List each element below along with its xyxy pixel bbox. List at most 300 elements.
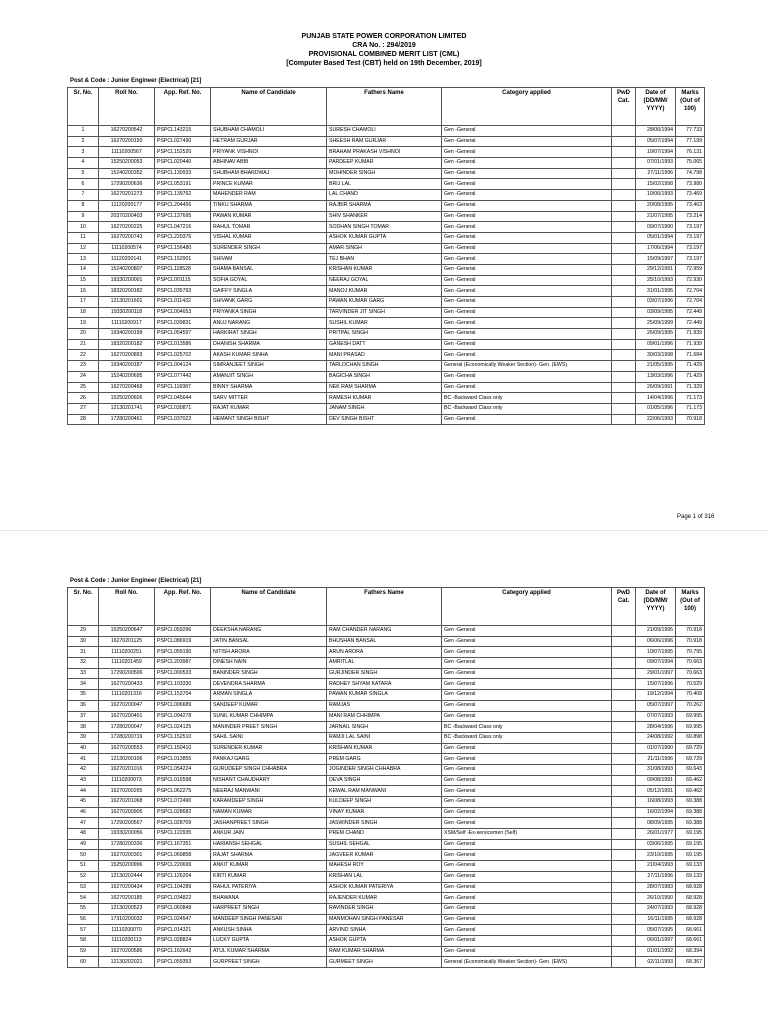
cell-father-name: ASHOK KUMAR GUPTA: [327, 232, 442, 243]
cell-category: Gen -General: [442, 232, 612, 243]
table-row: [68, 658, 705, 669]
cell-app-ref-no: PSPCL034822: [155, 893, 211, 904]
cell-roll-no: 15250200996: [99, 861, 155, 872]
cell-father-name: RAJBIR SHARMA: [327, 200, 442, 211]
cell-roll-no: 16270201125: [99, 636, 155, 647]
cell-father-name: SUSHIL SEHGAL: [327, 839, 442, 850]
cell-app-ref-no: PSPCL000533: [155, 668, 211, 679]
cell-sr-no: 14: [68, 264, 99, 275]
table-row: [68, 307, 705, 318]
cell-category: Gen -General: [442, 786, 612, 797]
cell-category: General (Economically Weaker Section)- Gen. (EWS): [442, 957, 612, 968]
cell-father-name: DEVA SINGH: [327, 775, 442, 786]
cell-category: Gen -General: [442, 264, 612, 275]
cell-app-ref-no: PSPCL126204: [155, 871, 211, 882]
column-header-app-ref-no: App. Ref. No.: [155, 588, 211, 626]
cell-sr-no: 32: [68, 658, 99, 669]
cell-sr-no: 56: [68, 914, 99, 925]
cell-father-name: RAMJI LAL SAINI: [327, 732, 442, 743]
cell-candidate-name: RAHUL TOMAR: [211, 222, 327, 233]
cell-roll-no: 16270200433: [99, 679, 155, 690]
cell-sr-no: 48: [68, 829, 99, 840]
cell-app-ref-no: PSPCL122935: [155, 829, 211, 840]
cell-father-name: GURMEET SINGH: [327, 957, 442, 968]
cell-pwd-cat: [612, 361, 636, 372]
cell-roll-no: 12130201601: [99, 297, 155, 308]
column-header-roll-no: Roll No.: [99, 88, 155, 126]
cell-app-ref-no: PSPCL152520: [155, 147, 211, 158]
cell-marks: 73.214: [676, 211, 705, 222]
cell-roll-no: 16270200586: [99, 946, 155, 957]
cell-candidate-name: DEVENDRA SHARMA: [211, 679, 327, 690]
table-row: [68, 786, 705, 797]
cell-app-ref-no: PSPCL204456: [155, 200, 211, 211]
cell-roll-no: 16270200301: [99, 850, 155, 861]
cell-father-name: AMAR SINGH: [327, 243, 442, 254]
cell-father-name: MANMOHAN SINGH PANESAR: [327, 914, 442, 925]
cell-sr-no: 11: [68, 232, 99, 243]
cell-sr-no: 59: [68, 946, 99, 957]
header-block: [0, 32, 768, 68]
cell-candidate-name: SUNIL KUMAR CHHIMPA: [211, 711, 327, 722]
cell-candidate-name: BINNY SHARMA: [211, 382, 327, 393]
cell-father-name: KRISHAN LAL: [327, 871, 442, 882]
cell-marks: 73.197: [676, 222, 705, 233]
cell-roll-no: 12130200106: [99, 754, 155, 765]
cell-roll-no: 11110200251: [99, 647, 155, 658]
cell-marks: 74.798: [676, 168, 705, 179]
cell-sr-no: 43: [68, 775, 99, 786]
table-row: [68, 893, 705, 904]
cell-category: Gen -General: [442, 797, 612, 808]
column-header-roll-no: Roll No.: [99, 588, 155, 626]
cell-roll-no: 11110201316: [99, 690, 155, 701]
cell-candidate-name: KIRTI KUMAR: [211, 871, 327, 882]
table-row: [68, 126, 705, 137]
cell-sr-no: 16: [68, 286, 99, 297]
cell-marks: 68.661: [676, 925, 705, 936]
table-row: [68, 700, 705, 711]
cell-candidate-name: MANDEEP SINGH PANESAR: [211, 914, 327, 925]
cell-roll-no: 11120200177: [99, 200, 155, 211]
cell-sr-no: 2: [68, 136, 99, 147]
cell-pwd-cat: [612, 711, 636, 722]
cell-father-name: SHEESH RAM GURJAR: [327, 136, 442, 147]
cell-roll-no: 12130200523: [99, 903, 155, 914]
cell-date-of-birth: 09/01/1996: [636, 339, 676, 350]
cell-candidate-name: HARKIRAT SINGH: [211, 329, 327, 340]
table-row: [68, 850, 705, 861]
cell-marks: 70.663: [676, 668, 705, 679]
cell-app-ref-no: PSPCL118528: [155, 264, 211, 275]
table-row: [68, 393, 705, 404]
cell-category: Gen -General: [442, 626, 612, 637]
cell-candidate-name: VISHAL KUMAR: [211, 232, 327, 243]
cell-app-ref-no: PSPCL072490: [155, 797, 211, 808]
cell-sr-no: 49: [68, 839, 99, 850]
table-header-row: [68, 88, 705, 126]
table-row: [68, 935, 705, 946]
table-row: [68, 371, 705, 382]
cell-pwd-cat: [612, 307, 636, 318]
cell-sr-no: 10: [68, 222, 99, 233]
cell-marks: 77.199: [676, 136, 705, 147]
cell-roll-no: 15240200695: [99, 371, 155, 382]
cell-candidate-name: RAJAT SHARMA: [211, 850, 327, 861]
cell-category: Gen -General: [442, 318, 612, 329]
cell-pwd-cat: [612, 211, 636, 222]
cell-app-ref-no: PSPCL037022: [155, 414, 211, 425]
cell-pwd-cat: [612, 179, 636, 190]
cell-sr-no: 60: [68, 957, 99, 968]
cell-candidate-name: NAMAN KUMAR: [211, 807, 327, 818]
column-header-category: Category applied: [442, 588, 612, 626]
cell-roll-no: 15240200807: [99, 264, 155, 275]
table-row: [68, 286, 705, 297]
cell-date-of-birth: 17/06/1994: [636, 243, 676, 254]
cell-marks: 73.469: [676, 190, 705, 201]
cell-app-ref-no: PSPCL203987: [155, 658, 211, 669]
cell-marks: 69.729: [676, 743, 705, 754]
cell-candidate-name: ANKUSH SINHA: [211, 925, 327, 936]
cell-pwd-cat: [612, 222, 636, 233]
cell-candidate-name: HETRAM GURJAR: [211, 136, 327, 147]
cell-marks: 71.939: [676, 329, 705, 340]
cell-category: Gen -General: [442, 414, 612, 425]
cell-father-name: MANOJ KUMAR: [327, 286, 442, 297]
cell-sr-no: 3: [68, 147, 99, 158]
cell-father-name: PREM GARG: [327, 754, 442, 765]
cell-category: Gen -General: [442, 914, 612, 925]
cell-father-name: MANI RAM CHHIMPA: [327, 711, 442, 722]
cell-sr-no: 13: [68, 254, 99, 265]
cell-candidate-name: GAIFFY SINGLA: [211, 286, 327, 297]
cell-father-name: JAGVEER KUMAR: [327, 850, 442, 861]
cell-date-of-birth: 15/09/1997: [636, 254, 676, 265]
cell-date-of-birth: 30/03/1998: [636, 350, 676, 361]
table-row: [68, 647, 705, 658]
cell-roll-no: 17280200461: [99, 414, 155, 425]
cell-roll-no: 16270200905: [99, 807, 155, 818]
cell-candidate-name: LUCKY GUPTA: [211, 935, 327, 946]
cell-app-ref-no: PSPCL139762: [155, 190, 211, 201]
cell-pwd-cat: [612, 658, 636, 669]
table-row: [68, 136, 705, 147]
cell-candidate-name: ABHINAV ABBI: [211, 158, 327, 169]
cell-app-ref-no: PSPCL013855: [155, 754, 211, 765]
table-row: [68, 222, 705, 233]
cell-date-of-birth: 15/02/1998: [636, 179, 676, 190]
cell-pwd-cat: [612, 722, 636, 733]
cell-pwd-cat: [612, 775, 636, 786]
cell-date-of-birth: 27/11/1996: [636, 871, 676, 882]
cell-date-of-birth: 21/05/1995: [636, 361, 676, 372]
cell-father-name: RADHEY SHYAM KATARA: [327, 679, 442, 690]
cell-marks: 68.928: [676, 893, 705, 904]
cell-sr-no: 27: [68, 403, 99, 414]
table-row: [68, 775, 705, 786]
cell-father-name: AMRITLAL: [327, 658, 442, 669]
cell-date-of-birth: 31/08/1993: [636, 764, 676, 775]
cell-candidate-name: TINKU SHARMA: [211, 200, 327, 211]
cell-roll-no: 11110200574: [99, 243, 155, 254]
cell-pwd-cat: [612, 626, 636, 637]
cell-app-ref-no: PSPCL103330: [155, 679, 211, 690]
cell-father-name: TARLOCHAN SINGH: [327, 361, 442, 372]
cell-roll-no: 19340200199: [99, 329, 155, 340]
cell-category: Gen -General: [442, 711, 612, 722]
cell-candidate-name: AMANJIT SINGH: [211, 371, 327, 382]
cell-app-ref-no: PSPCL150410: [155, 743, 211, 754]
cell-roll-no: 16270200468: [99, 382, 155, 393]
cell-marks: 70.408: [676, 690, 705, 701]
cell-category: Gen -General: [442, 147, 612, 158]
cell-pwd-cat: [612, 914, 636, 925]
cell-app-ref-no: PSPCL104289: [155, 882, 211, 893]
merit-table-page-2: [67, 587, 705, 968]
cell-marks: 72.959: [676, 264, 705, 275]
cell-category: XSM/Self -Ex-servicemen (Self): [442, 829, 612, 840]
cell-category: Gen -General: [442, 690, 612, 701]
cell-app-ref-no: PSPCL045644: [155, 393, 211, 404]
cell-date-of-birth: 21/11/1996: [636, 754, 676, 765]
cell-date-of-birth: 01/07/1990: [636, 743, 676, 754]
cell-roll-no: 16270200553: [99, 743, 155, 754]
cell-category: Gen -General: [442, 743, 612, 754]
cell-father-name: DEV SINGH BISHT: [327, 414, 442, 425]
column-header-sr-no: Sr. No.: [68, 88, 99, 126]
cell-sr-no: 52: [68, 871, 99, 882]
cell-marks: 69.195: [676, 829, 705, 840]
cell-sr-no: 29: [68, 626, 99, 637]
cell-sr-no: 4: [68, 158, 99, 169]
cell-candidate-name: NEERAJ MANWANI: [211, 786, 327, 797]
cell-roll-no: 19330200056: [99, 829, 155, 840]
cell-category: Gen -General: [442, 882, 612, 893]
cell-pwd-cat: [612, 414, 636, 425]
cell-candidate-name: SARV MITTER: [211, 393, 327, 404]
cell-roll-no: 16270201016: [99, 764, 155, 775]
cell-date-of-birth: 19/07/1994: [636, 147, 676, 158]
cell-app-ref-no: PSPCL025702: [155, 350, 211, 361]
cell-app-ref-no: PSPCL028682: [155, 807, 211, 818]
cell-date-of-birth: 21/04/1993: [636, 861, 676, 872]
cell-sr-no: 30: [68, 636, 99, 647]
cell-roll-no: 12130202021: [99, 957, 155, 968]
cell-candidate-name: SHIVAM: [211, 254, 327, 265]
table-row: [68, 690, 705, 701]
cell-pwd-cat: [612, 850, 636, 861]
cell-roll-no: 17280200047: [99, 722, 155, 733]
cell-candidate-name: HARIANSH SEHGAL: [211, 839, 327, 850]
cell-sr-no: 42: [68, 764, 99, 775]
cell-date-of-birth: 05/07/1997: [636, 700, 676, 711]
cell-category: Gen -General: [442, 658, 612, 669]
table-row: [68, 743, 705, 754]
cell-date-of-birth: 16/11/1995: [636, 914, 676, 925]
cell-sr-no: 6: [68, 179, 99, 190]
cell-marks: 69.133: [676, 871, 705, 882]
cell-candidate-name: BANINDER SINGH: [211, 668, 327, 679]
cell-roll-no: 12130201741: [99, 403, 155, 414]
cell-marks: 70.918: [676, 414, 705, 425]
cell-roll-no: 16270200434: [99, 882, 155, 893]
cell-pwd-cat: [612, 158, 636, 169]
cell-app-ref-no: PSPCL039831: [155, 318, 211, 329]
cell-sr-no: 20: [68, 329, 99, 340]
cell-pwd-cat: [612, 946, 636, 957]
cell-roll-no: 17290200567: [99, 818, 155, 829]
table-row: [68, 232, 705, 243]
cell-date-of-birth: 06/06/1996: [636, 636, 676, 647]
cell-candidate-name: GURPREET SINGH: [211, 957, 327, 968]
cell-father-name: JANAM SINGH: [327, 403, 442, 414]
table-row: [68, 903, 705, 914]
cell-category: Gen -General: [442, 329, 612, 340]
cell-app-ref-no: PSPCL011432: [155, 297, 211, 308]
cell-category: Gen -General: [442, 200, 612, 211]
cell-marks: 71.173: [676, 403, 705, 414]
cell-candidate-name: MANINDER PREET SINGH: [211, 722, 327, 733]
cell-sr-no: 28: [68, 414, 99, 425]
cell-app-ref-no: PSPCL004124: [155, 361, 211, 372]
cell-roll-no: 11120200141: [99, 254, 155, 265]
table-row: [68, 350, 705, 361]
cell-father-name: LAL CHAND: [327, 190, 442, 201]
cell-app-ref-no: PSPCL053191: [155, 179, 211, 190]
cell-marks: 73.197: [676, 254, 705, 265]
cell-app-ref-no: PSPCL094278: [155, 711, 211, 722]
cell-app-ref-no: PSPCL062275: [155, 786, 211, 797]
cell-father-name: KRISHAN KUMAR: [327, 743, 442, 754]
cell-roll-no: 15250200606: [99, 393, 155, 404]
table-row: [68, 190, 705, 201]
cell-pwd-cat: [612, 935, 636, 946]
cell-marks: 69.995: [676, 722, 705, 733]
cell-marks: 72.449: [676, 318, 705, 329]
cell-pwd-cat: [612, 329, 636, 340]
cell-sr-no: 58: [68, 935, 99, 946]
cell-pwd-cat: [612, 679, 636, 690]
cell-sr-no: 44: [68, 786, 99, 797]
cell-app-ref-no: PSPCL054597: [155, 329, 211, 340]
cell-sr-no: 53: [68, 882, 99, 893]
cell-category: Gen -General: [442, 850, 612, 861]
cell-candidate-name: DINESH NAIN: [211, 658, 327, 669]
cell-category: BC -Backward Class only: [442, 403, 612, 414]
cell-category: BC -Backward Class only: [442, 732, 612, 743]
cell-category: Gen -General: [442, 126, 612, 137]
table-row: [68, 168, 705, 179]
cell-app-ref-no: PSPCL152901: [155, 254, 211, 265]
cell-candidate-name: SHUBHAM BHARDWAJ: [211, 168, 327, 179]
cell-pwd-cat: [612, 403, 636, 414]
cell-candidate-name: SURENDER KUMAR: [211, 743, 327, 754]
cell-marks: 76.131: [676, 147, 705, 158]
cell-app-ref-no: PSPCL143215: [155, 126, 211, 137]
table-row: [68, 318, 705, 329]
column-header-date-of-birth: Date of (DD/MM/ YYYY): [636, 88, 676, 126]
cell-sr-no: 15: [68, 275, 99, 286]
cell-app-ref-no: PSPCL020440: [155, 158, 211, 169]
table-row: [68, 925, 705, 936]
cell-father-name: BRAHAM PRAKASH VISHNOI: [327, 147, 442, 158]
cell-marks: 69.388: [676, 797, 705, 808]
cell-roll-no: 16270200542: [99, 126, 155, 137]
cell-marks: 68.661: [676, 935, 705, 946]
cell-pwd-cat: [612, 264, 636, 275]
cell-marks: 72.704: [676, 286, 705, 297]
cell-app-ref-no: PSPCL001115: [155, 275, 211, 286]
cell-roll-no: 17290200506: [99, 668, 155, 679]
cell-pwd-cat: [612, 286, 636, 297]
cell-pwd-cat: [612, 636, 636, 647]
cell-app-ref-no: PSPCL013586: [155, 339, 211, 350]
cell-father-name: MAHESH ROY: [327, 861, 442, 872]
cell-pwd-cat: [612, 275, 636, 286]
table-row: [68, 275, 705, 286]
cell-category: Gen -General: [442, 925, 612, 936]
cell-date-of-birth: 16/08/1993: [636, 797, 676, 808]
cell-father-name: MANI PRASAD: [327, 350, 442, 361]
cell-marks: 69.195: [676, 850, 705, 861]
cell-date-of-birth: 19/12/1994: [636, 690, 676, 701]
cell-marks: 69.195: [676, 839, 705, 850]
cell-roll-no: 11110200113: [99, 935, 155, 946]
cell-app-ref-no: PSPCL069858: [155, 850, 211, 861]
cell-category: Gen -General: [442, 297, 612, 308]
cell-marks: 68.928: [676, 903, 705, 914]
cell-sr-no: 37: [68, 711, 99, 722]
cell-father-name: RAVINDER SINGH: [327, 903, 442, 914]
table-row: [68, 179, 705, 190]
cell-date-of-birth: 25/09/1999: [636, 318, 676, 329]
cell-candidate-name: SAHIL SAINI: [211, 732, 327, 743]
cell-date-of-birth: 01/05/1996: [636, 403, 676, 414]
cell-category: Gen -General: [442, 307, 612, 318]
page-number: Page 1 of 316: [677, 514, 715, 520]
cell-app-ref-no: PSPCL059353: [155, 957, 211, 968]
cell-date-of-birth: 10/06/1993: [636, 190, 676, 201]
cell-pwd-cat: [612, 732, 636, 743]
document-page-2: [0, 530, 768, 1025]
cell-candidate-name: SANDEEP KUMAR: [211, 700, 327, 711]
cell-father-name: RAJENDER KUMAR: [327, 893, 442, 904]
cell-app-ref-no: PSPCL077442: [155, 371, 211, 382]
cell-roll-no: 17280200719: [99, 732, 155, 743]
cell-app-ref-no: PSPCL167351: [155, 839, 211, 850]
cell-father-name: NEK RAM SHARMA: [327, 382, 442, 393]
table-row: [68, 829, 705, 840]
cell-marks: 71.684: [676, 350, 705, 361]
cell-category: Gen -General: [442, 700, 612, 711]
cell-marks: 68.394: [676, 946, 705, 957]
table-row: [68, 732, 705, 743]
cell-roll-no: 15250200053: [99, 158, 155, 169]
cell-father-name: TARVINDER JIT SINGH: [327, 307, 442, 318]
cell-roll-no: 16270200225: [99, 222, 155, 233]
cell-marks: 69.462: [676, 786, 705, 797]
cell-date-of-birth: 26/10/1990: [636, 893, 676, 904]
cell-date-of-birth: 07/01/1993: [636, 158, 676, 169]
cell-category: BC -Backward Class only: [442, 722, 612, 733]
cell-pwd-cat: [612, 200, 636, 211]
table-row: [68, 264, 705, 275]
cell-father-name: GURJINDER SINGH: [327, 668, 442, 679]
cell-app-ref-no: PSPCL220376: [155, 232, 211, 243]
cell-pwd-cat: [612, 903, 636, 914]
cell-category: Gen -General: [442, 903, 612, 914]
